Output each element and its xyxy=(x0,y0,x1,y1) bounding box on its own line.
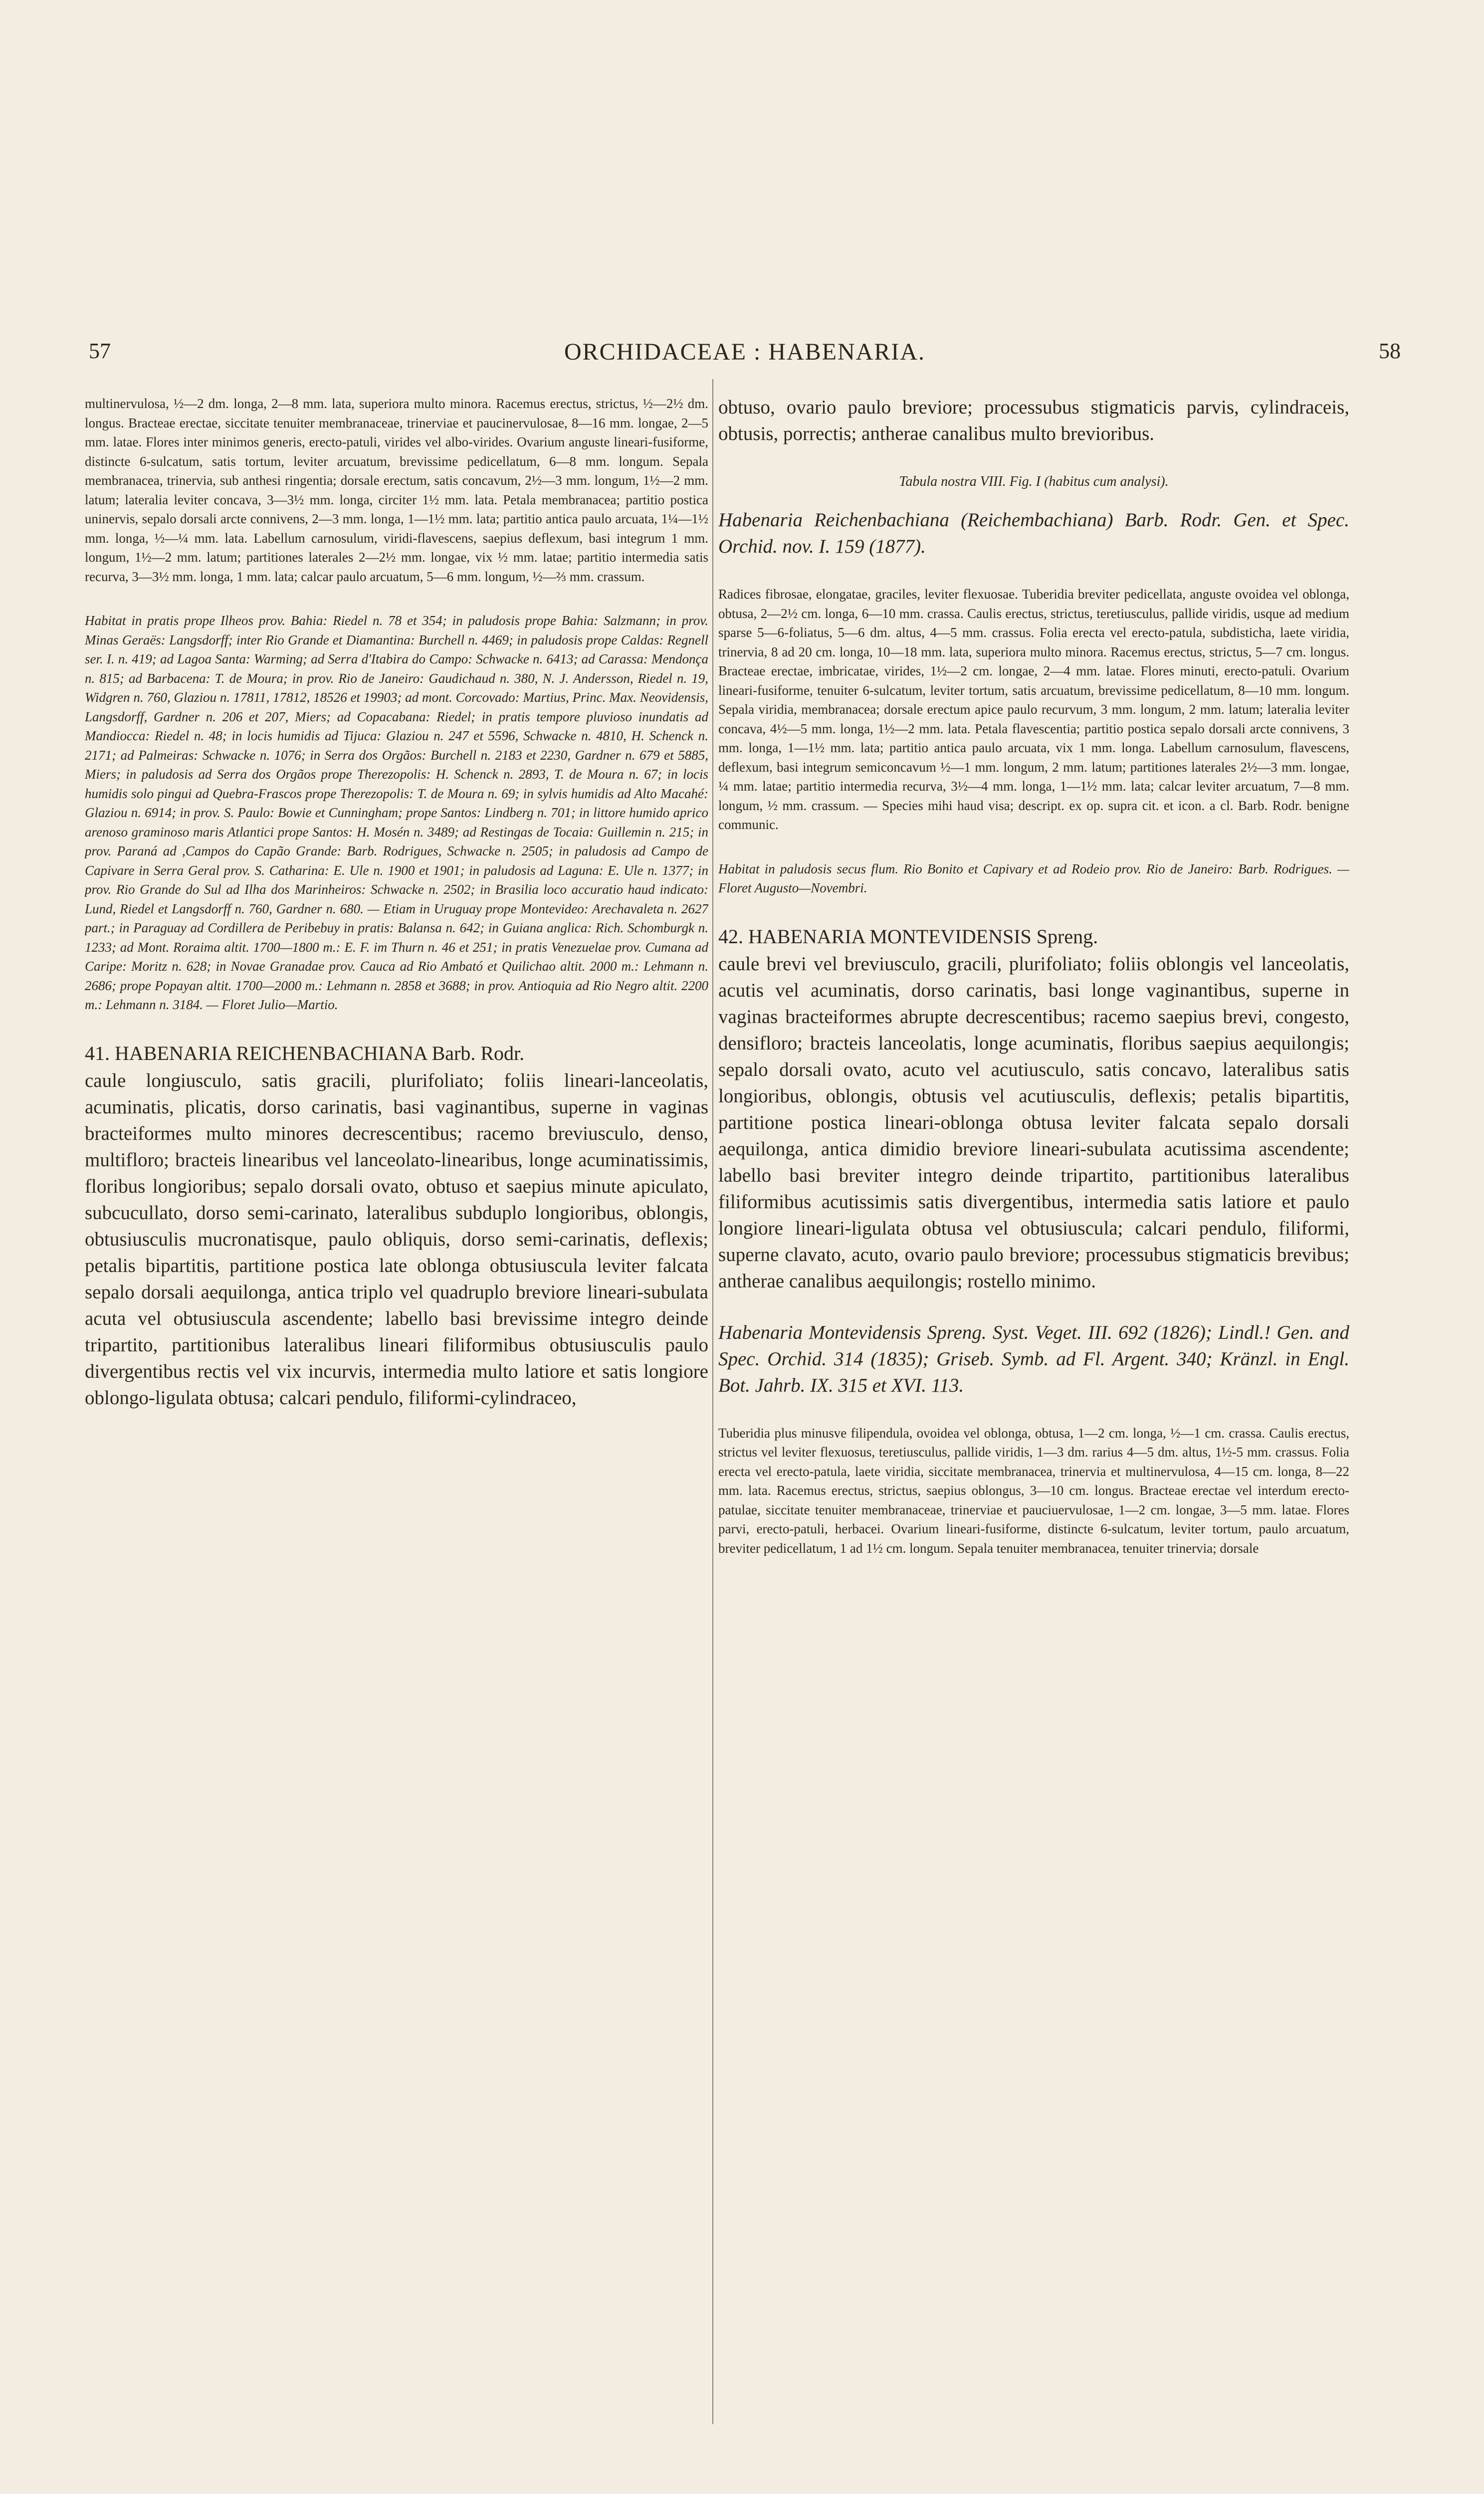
synonym-41: Habenaria Reichenbachiana (Reichembachiana) Barb. Rodr. Gen. et Spec. Orchid. nov. I. 159 (1877). xyxy=(718,509,1349,557)
page-number-left: 57 xyxy=(89,339,111,363)
section-41-title: 41. HABENARIA REICHENBACHIANA Barb. Rodr. xyxy=(85,1041,525,1064)
section-42-title: 42. HABENARIA MONTEVIDENSIS Spreng. xyxy=(718,925,1098,948)
synonym-42: Habenaria Montevidensis Spreng. Syst. Veget. III. 692 (1826); Lindl.! Gen. and Spec. Orchid. 314 (1835); Griseb. Symb. ad Fl. Argent. 340; Kränzl. in Engl. Bot. Jahrb. IX. 315 et XVI. 113. xyxy=(718,1321,1349,1396)
description-42: Tuberidia plus minusve filipendula, ovoidea vel oblonga, obtusa, 1—2 cm. longa, ½—1 cm. crassa. Caulis erectus, strictus vel leviter flexuosus, teretiusculus, pallide viridis, 1—3 dm. rarius 4—5 dm. altus, 1½-5 mm. crassus. Folia erecta vel erecto-patula, laete viridia, siccitate membranacea, trinervia et multinervulosa, 4—15 cm. longa, 8—22 mm. lata. Racemus erectus, strictus, saepius oblongus, 3—10 cm. longus. Bracteae erectae vel interdum erecto-patulae, siccitate tenuiter membranaceae, trinerviae et pauciuervulosae, 1—2 cm. longae, 3—5 mm. latae. Flores parvi, erecto-patuli, herbacei. Ovarium lineari-fusiforme, distincte 6-sulcatum, leviter tortum, paulo arcuatum, breviter pedicellatum, 1 ad 1½ cm. longum. Sepala tenuiter membranacea, tenuiter trinervia; dorsale xyxy=(718,1425,1349,1556)
running-title: ORCHIDACEAE : HABENARIA. xyxy=(564,339,925,365)
plate-caption: Tabula nostra VIII. Fig. I (habitus cum analysi). xyxy=(899,474,1169,489)
description-continued: multinervulosa, ½—2 dm. longa, 2—8 mm. lata, superiora multo minora. Racemus erectus, strictus, ½—2½ dm. longus. Bracteae erectae, siccitate tenuiter membranaceae, trinerviae et paucinervulosae, 8—16 mm. longae, 2—5 mm. latae. Flores inter minimos generis, erecto-patuli, virides vel albo-virides. Ovarium anguste lineari-fusiforme, distincte 6-sulcatum, satis tortum, leviter arcuatum, brevissime pedicellatum, 6—8 mm. longum. Sepala membranacea, trinervia, sub anthesi ringentia; dorsale erectum, satis concavum, 2½—3 mm. longum, 1½—2 mm. latum; lateralia leviter concava, 3—3½ mm. longa, circiter 1½ mm. lata. Petala membranacea; partitio postica uninervis, sepalo dorsali arcte connivens, 2—3 mm. longa, 1—1½ mm. lata; partitio antica paulo arcuata, 1¼—1½ mm. longa, ½—¼ mm. lata. Labellum carnosulum, viridi-flavescens, saepius deflexum, basi integrum 1 mm. longum, 1½—2 mm. latum; partitiones laterales 2—2½ mm. longae, vix ½ mm. latae; partitio intermedia satis recurva, 3—3½ mm. longa, 1 mm. lata; calcar paulo arcuatum, 5—6 mm. longum, ½—⅔ mm. crassum. xyxy=(85,396,708,584)
description-41: Radices fibrosae, elongatae, graciles, leviter flexuosae. Tuberidia breviter pedicellata, anguste ovoidea vel oblonga, obtusa, 2—2½ cm. longa, 6—10 mm. crassa. Caulis erectus, strictus, teretiusculus, pallide viridis, usque ad medium sparse 5—6-foliatus, 5—6 dm. altus, 4—5 mm. crassus. Folia erecta vel erecto-patula, subdisticha, laete viridia, trinervia, 8 ad 20 cm. longa, 10—18 mm. lata, superiora multo minora. Racemus erectus, strictus, 5—7 cm. longus. Bracteae erectae, imbricatae, virides, 1½—2 cm. longae, 2—4 mm. latae. Flores minuti, erecto-patuli. Ovarium lineari-fusiforme, tenuiter 6-sulcatum, leviter tortum, satis arcuatum, brevissime pedicellatum, 8—10 mm. longum. Sepala viridia, membranacea; dorsale erectum apice paulo recurvum, 3 mm. longum, 2 mm. latum; lateralia leviter concava, 4½—5 mm. longa, 1½—2 mm. lata. Petala flavescentia; partitio postica sepalo dorsali arcte connivens, 3 mm. longa, 1—1½ mm. lata; partitio antica paulo arcuata, vix 1 mm. longa. Labellum carnosulum, flavescens, deflexum, basi integrum semiconcavum ½—1 mm. longum, 2 mm. latum; partitiones laterales 2½—3 mm. longae, ¼ mm. latae; partitio intermedia recurva, 3½—4 mm. longa, 1—1½ mm. lata; calcar leviter arcuatum, 7—8 mm. longum, ½ mm. crassum. — Species mihi haud visa; descript. ex op. supra cit. et icon. a cl. Barb. Rodr. benigne communic. xyxy=(718,587,1349,832)
right-column xyxy=(718,394,1349,2464)
left-column xyxy=(85,394,708,2464)
page-number-right: 58 xyxy=(1379,339,1401,363)
page-header xyxy=(84,338,1406,373)
column-divider xyxy=(712,379,713,2424)
habitat-41: Habitat in paludosis secus flum. Rio Bonito et Capivary et ad Rodeio prov. Rio de Janeiro: Barb. Rodrigues. — Floret Augusto—Novembri. xyxy=(718,861,1349,895)
habitat-paragraph: Habitat in pratis prope Ilheos prov. Bahia: Riedel n. 78 et 354; in paludosis prope Bahia: Salzmann; in prov. Minas Geraës: Langsdorff; inter Rio Grande et Diamantina: Burchell n. 4469; in paludosis prope Caldas: Regnell ser. I. n. 419; ad Lagoa Santa: Warming; ad Serra d'Itabira do Campo: Schwacke n. 6413; ad Carassa: Mendonça n. 815; ad Barbacena: T. de Moura; in prov. Rio de Janeiro: Gaudichaud n. 380, N. J. Andersson, Riedel n. 19, Widgren n. 760, Glaziou n. 17811, 17812, 18526 et 19903; ad mont. Corcovado: Martius, Princ. Max. Neovidensis, Langsdorff, Gardner n. 206 et 207, Miers; ad Copacabana: Riedel; in pratis tempore pluvioso inundatis ad Mandiocca: Riedel n. 48; in locis humidis ad Tijuca: Glaziou n. 247 et 5596, Schwacke n. 4810, H. Schenck n. 2171; ad Palmeiras: Schwacke n. 1076; in Serra dos Orgãos: Burchell n. 2183 et 2230, Gardner n. 679 et 5885, Miers; in paludosis ad Serra dos Orgãos prope Therezopolis: H. Schenck n. 2893, T. de Moura n. 67; in locis humidis solo pingui ad Quebra-Frascos prope Therezopolis: T. de Moura n. 69; in sylvis humidis ad Alto Macahé: Glaziou n. 6914; in prov. S. Paulo: Bowie et Cunningham; prope Santos: Lindberg n. 701; in littore humido aprico arenoso graminoso maris Atlantici prope Santos: H. Mosén n. 3489; ad Restingas de Tocaia: Guillemin n. 215; in prov. Paraná ad ,Campos do Capão Grande: Barb. Rodrigues, Schwacke n. 2505; in paludosis ad Campo de Capivare in Serra Geral prov. S. Catharina: E. Ule n. 1900 et 1901; in paludosis ad Laguna: E. Ule n. 1377; in prov. Rio Grande do Sul ad Ilha dos Marinheiros: Schwacke n. 2502; in Brasilia loco accuratio haud indicato: Lund, Riedel et Langsdorff n. 760, Gardner n. 680. — Etiam in Uruguay prope Montevideo: Arechavaleta n. 2627 part.; in Paraguay ad Cordillera de Peribebuy in pratis: Balansa n. 642; in Guiana anglica: Rich. Schomburgk n. 1233; ad Mont. Roraima altit. 1700—1800 m.: E. F. im Thurn n. 46 et 251; in pratis Venezuelae prov. Cumana ad Caripe: Moritz n. 628; in Novae Granadae prov. Cauca ad Rio Ambató et Quilichao altit. 2000 m.: Lehmann n. 2686; prope Popayan altit. 1700—2000 m.: Lehmann n. 2858 et 3688; in prov. Antioquia ad Rio Negro altit. 2200 m.: Lehmann n. 3184. — Floret Julio—Martio. xyxy=(85,613,708,1012)
section-42-body: caule brevi vel breviusculo, gracili, plurifoliato; foliis oblongis vel lanceolatis, acutis vel acuminatis, dorso carinatis, basi longe vaginantibus, superne in vaginas bracteiformes abrupte decrescentibus; racemo saepius brevi, congesto, densifloro; bracteis lanceolatis, longe acuminatis, floribus saepius aequilongis; sepalo dorsali ovato, acuto vel acutiusculo, satis concavo, lateralibus satis longioribus, oblongis, obtusis vel acutiusculis, deflexis; petalis bipartitis, partitione postica lineari-oblonga obtusa leviter falcata sepalo dorsali aequilonga, antica dimidio breviore lineari-subulata acutissima ascendente; labello basi breviter integro deinde tripartito, partitionibus lateralibus filiformibus acutissimis satis divergentibus, intermedia satis latiore et paulo longiore lineari-ligulata obtusa vel obtusiuscula; calcari pendulo, filiformi, superne clavato, acuto, ovario paulo breviore; processubus stigmaticis brevibus; antherae canalibus aequilongis; rostello minimo. xyxy=(718,953,1349,1292)
section-41-body: caule longiusculo, satis gracili, plurifoliato; foliis lineari-lanceolatis, acuminatis, plicatis, dorso carinatis, basi vaginantibus, superne in vaginas bracteiformes multo minores decrescentibus; racemo breviusculo, denso, multifloro; bracteis linearibus vel lanceolato-linearibus, longe acuminatissimis, floribus longioribus; sepalo dorsali ovato, obtuso et saepius minute apiculato, subcucullato, dorso semi-carinato, lateralibus subduplo longioribus, oblongis, obtusiusculis mucronatisque, paulo obliquis, dorso semi-carinatis, deflexis; petalis bipartitis, partitione postica late oblonga obtusiuscula leviter falcata sepalo dorsali aequilonga, antica triplo vel quadruplo breviore lineari-subulata acuta vel obtusiuscula ascendente; labello basi brevissime integro deinde tripartito, partitionibus lateralibus lineari filiformibus obtusiusculis paulo divergentibus rectis vel vix incurvis, intermedia multo latiore et satis longiore oblongo-ligulata obtusa; calcari pendulo, filiformi-cylindraceo, xyxy=(85,1069,708,1409)
section-41-continued: obtuso, ovario paulo breviore; processubus stigmaticis parvis, cylindraceis, obtusis, porrectis; antherae canalibus multo brevioribus. xyxy=(718,397,1349,444)
